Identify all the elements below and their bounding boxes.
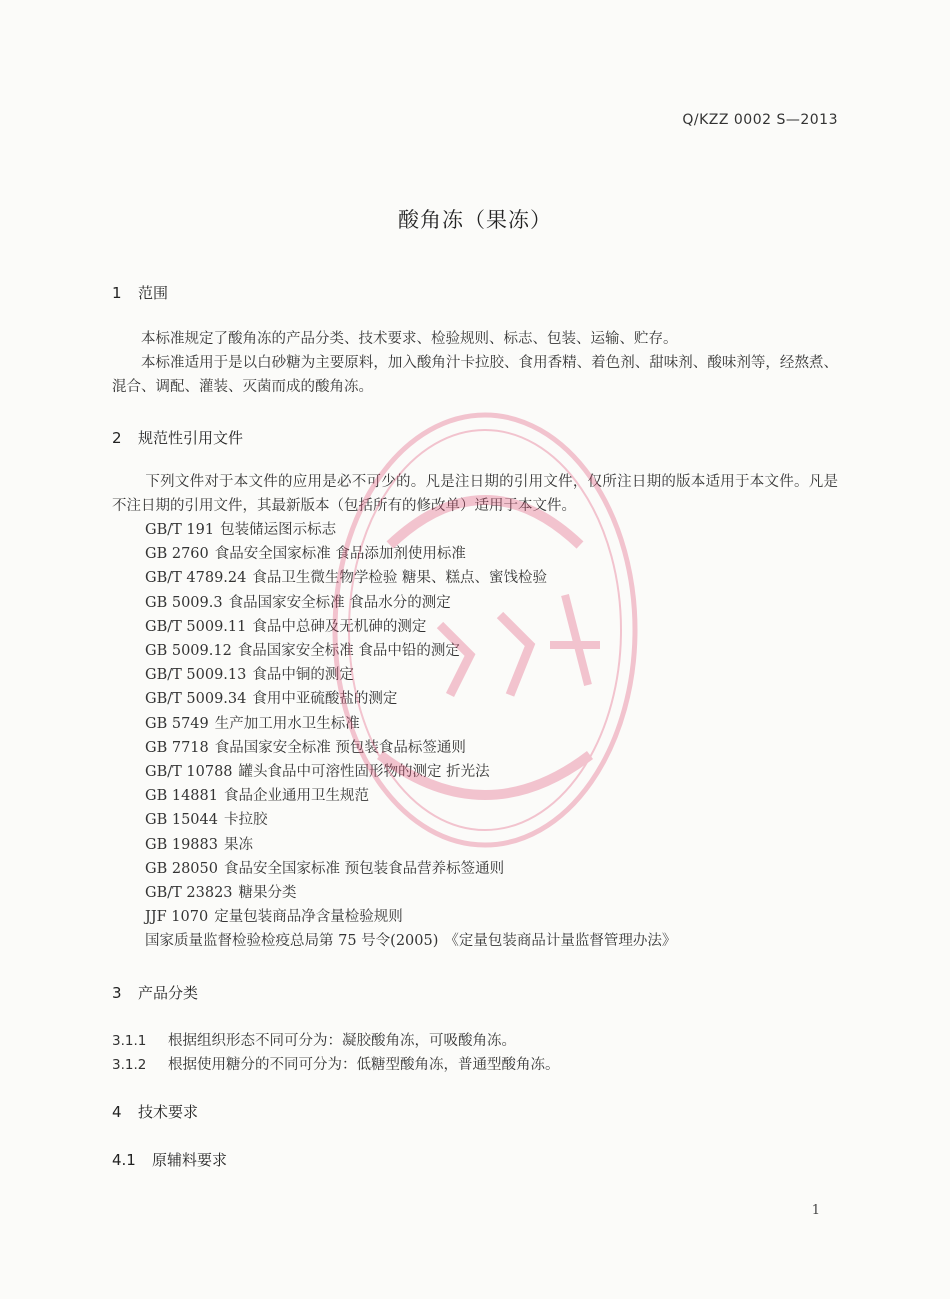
reference-code: GB/T 10788: [145, 764, 233, 781]
reference-code: GB 7718: [145, 739, 209, 756]
list-item: [145, 687, 676, 711]
list-item: [145, 905, 676, 929]
reference-code: GB/T 191: [145, 522, 215, 538]
reference-code: GB 5749: [145, 715, 209, 732]
subsection-title: 原辅料要求: [152, 1151, 228, 1169]
list-item: [145, 808, 676, 832]
list-item: [145, 760, 676, 784]
page-number: 1: [811, 1203, 820, 1218]
list-item: [145, 736, 676, 760]
reference-code: GB 2760: [145, 546, 209, 563]
list-item: [145, 639, 676, 663]
reference-code: GB 19883: [145, 836, 218, 853]
list-item: [145, 591, 676, 615]
clause-3-1-1: [112, 1029, 516, 1050]
section-number: 3: [112, 984, 122, 1002]
list-item: [145, 833, 676, 857]
reference-title: 生产加工用水卫生标准: [214, 715, 360, 732]
reference-code: GB 28050: [145, 860, 218, 877]
scope-paragraph-1: 本标准规定了酸角冻的产品分类、技术要求、检验规则、标志、包装、运输、贮存。: [141, 331, 678, 347]
list-item: [145, 929, 676, 953]
scope-paragraph-2: 本标准适用于是以白砂糖为主要原料，加入酸角汁卡拉胶、食用香精、着色剂、甜味剂、酸味剂等，经熬煮、混合、调配、灌装、灭菌而成的酸角冻。: [112, 355, 838, 395]
reference-title: 食品企业通用卫生规范: [223, 788, 369, 805]
reference-title: 《定量包装商品计量监督管理办法》: [444, 933, 677, 950]
reference-title: 食品国家安全标准 食品中铅的测定: [237, 643, 460, 660]
reference-title: 食品中总砷及无机砷的测定: [252, 618, 427, 635]
reference-title: 卡拉胶: [223, 812, 268, 829]
reference-title: 食品卫生微生物学检验 糖果、糕点、蜜饯检验: [252, 570, 547, 587]
reference-code: GB/T 5009.13: [145, 667, 247, 684]
clause-text: 根据组织形态不同可分为：凝胶酸角冻，可吸酸角冻。: [168, 1033, 516, 1049]
list-item: [145, 857, 676, 881]
reference-title: 糖果分类: [238, 885, 297, 902]
references-intro: 下列文件对于本文件的应用是必不可少的。凡是注日期的引用文件，仅所注日期的版本适用于本文件。凡是不注日期的引用文件，其最新版本（包括所有的修改单）适用于本文件。: [112, 474, 838, 514]
section-title: 技术要求: [138, 1103, 199, 1121]
list-item: [145, 784, 676, 808]
reference-code: GB 15044: [145, 812, 218, 829]
list-item: [145, 518, 676, 542]
reference-code: GB 5009.12: [145, 643, 232, 660]
reference-title: 定量包装商品净含量检验规则: [214, 909, 403, 926]
reference-code: GB/T 5009.11: [145, 618, 247, 635]
reference-code: 国家质量监督检验检疫总局第 75 号令(2005): [145, 933, 439, 950]
clause-3-1-2: [112, 1053, 560, 1074]
reference-title: 罐头食品中可溶性固形物的测定 折光法: [238, 764, 490, 781]
reference-title: 食品安全国家标准 预包装食品营养标签通则: [223, 860, 505, 877]
section-title: 产品分类: [138, 984, 199, 1002]
list-item: [145, 542, 676, 566]
reference-code: GB/T 5009.34: [145, 691, 247, 708]
clause-text: 根据使用糖分的不同可分为：低糖型酸角冻，普通型酸角冻。: [168, 1057, 560, 1073]
section-4-heading: [112, 1101, 198, 1122]
list-item: [145, 566, 676, 590]
reference-title: 食品国家安全标准 预包装食品标签通则: [214, 739, 466, 756]
reference-title: 食品安全国家标准 食品添加剂使用标准: [214, 546, 466, 563]
reference-list: [145, 518, 676, 954]
reference-code: GB/T 23823: [145, 885, 233, 902]
section-1-heading: [112, 282, 168, 303]
subsection-4-1-heading: [112, 1149, 227, 1170]
reference-title: 食品国家安全标准 食品水分的测定: [228, 594, 451, 611]
reference-code: JJF 1070: [145, 909, 209, 926]
reference-title: 食用中亚硫酸盐的测定: [252, 691, 398, 708]
section-number: 4: [112, 1103, 122, 1121]
reference-code: GB/T 4789.24: [145, 570, 247, 587]
reference-title: 包装储运图示标志: [220, 522, 337, 538]
section-title: 范围: [138, 284, 169, 302]
list-item: [145, 712, 676, 736]
reference-title: 果冻: [223, 836, 253, 853]
clause-number: 3.1.1: [112, 1033, 147, 1049]
reference-code: GB 5009.3: [145, 594, 223, 611]
document-code: Q/KZZ 0002 S—2013: [682, 112, 838, 128]
list-item: [145, 881, 676, 905]
section-number: 2: [112, 429, 122, 447]
reference-title: 食品中铜的测定: [252, 667, 354, 684]
section-title: 规范性引用文件: [138, 429, 244, 447]
clause-number: 3.1.2: [112, 1057, 147, 1073]
subsection-number: 4.1: [112, 1151, 136, 1169]
section-2-heading: [112, 427, 243, 448]
document-title: 酸角冻（果冻）: [398, 208, 552, 232]
section-3-heading: [112, 982, 198, 1003]
list-item: [145, 615, 676, 639]
list-item: [145, 663, 676, 687]
reference-code: GB 14881: [145, 788, 218, 805]
section-number: 1: [112, 284, 122, 302]
